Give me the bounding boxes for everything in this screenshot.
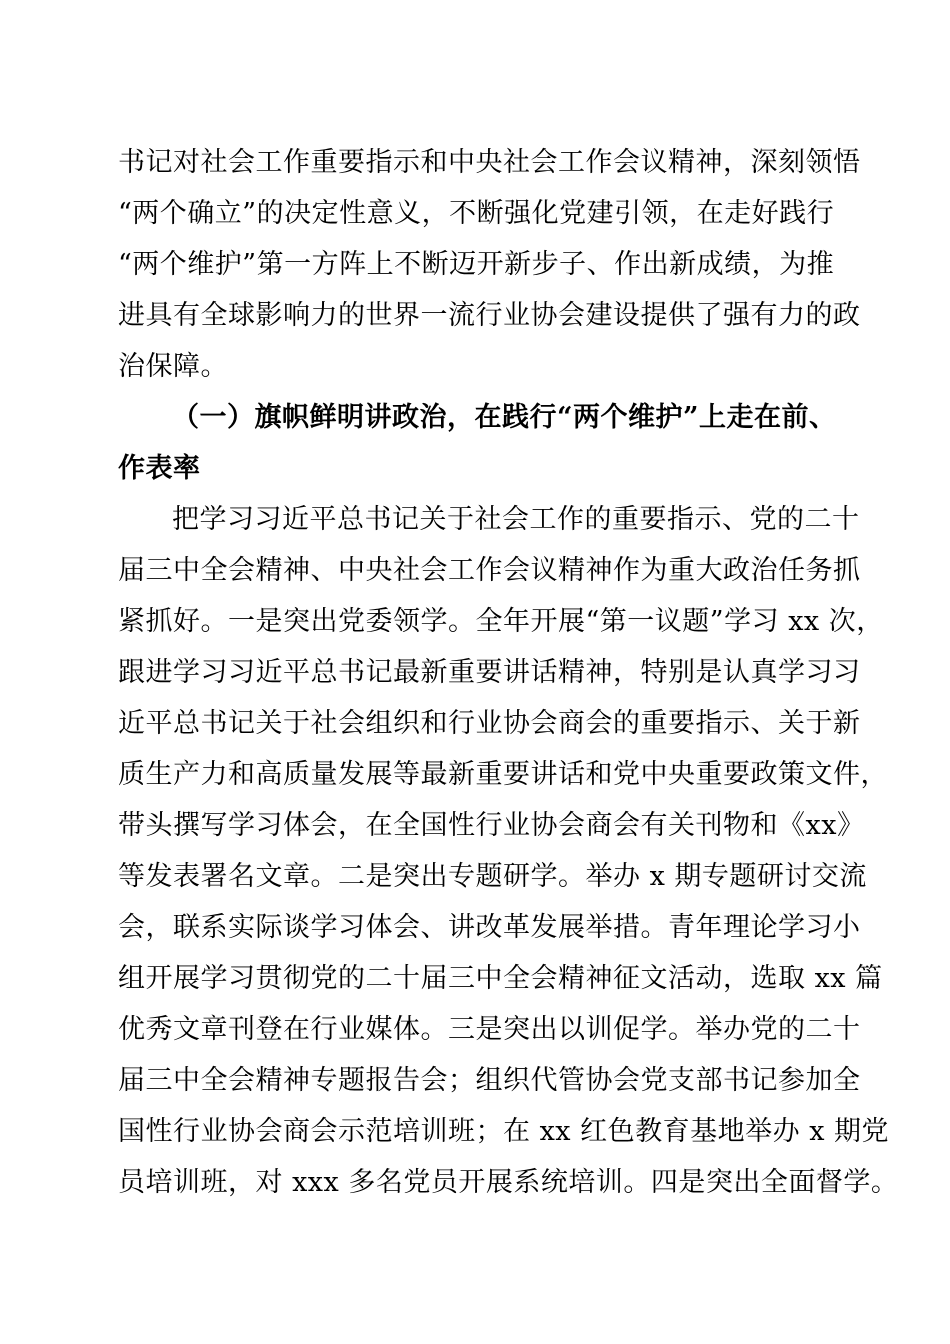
paragraph-line: 国性行业协会商会示范培训班；在 xx 红色教育基地举办 x 期党 [118,1116,890,1147]
paragraph-line: 进具有全球影响力的世界一流行业协会建设提供了强有力的政 [118,300,861,331]
paragraph-line: 等发表署名文章。二是突出专题研学。举办 x 期专题研讨交流 [118,861,867,892]
paragraph-line: 带头撰写学习体会，在全国性行业协会商会有关刊物和《xx》 [118,810,865,841]
continuation-paragraph [118,137,861,392]
paragraph-line: 紧抓好。一是突出党委领学。全年开展“第一议题”学习 xx 次， [118,606,884,637]
paragraph-line: 组开展学习贯彻党的二十届三中全会精神征文活动，选取 xx 篇 [118,963,883,994]
paragraph-line: 把学习习近平总书记关于社会工作的重要指示、党的二十 [172,504,860,535]
paragraph-line: 书记对社会工作重要指示和中央社会工作会议精神，深刻领悟 [118,147,861,178]
paragraph-line: 近平总书记关于社会组织和行业协会商会的重要指示、关于新 [118,708,861,739]
paragraph-line: 质生产力和高质量发展等最新重要讲话和党中央重要政策文件， [118,759,888,790]
section-heading [118,392,837,494]
paragraph-line: 治保障。 [118,351,228,382]
paragraph-line: 届三中全会精神、中央社会工作会议精神作为重大政治任务抓 [118,555,861,586]
paragraph-line: 届三中全会精神专题报告会；组织代管协会党支部书记参加全 [118,1065,861,1096]
paragraph-line: 跟进学习习近平总书记最新重要讲话精神，特别是认真学习习 [118,657,861,688]
paragraph-line: 会，联系实际谈学习体会、讲改革发展举措。青年理论学习小 [118,912,861,943]
body-paragraph [118,494,899,1208]
heading-line: 作表率 [118,453,201,484]
paragraph-line: 优秀文章刊登在行业媒体。三是突出以训促学。举办党的二十 [118,1014,861,1045]
heading-line: （一）旗帜鲜明讲政治，在践行“两个维护”上走在前、 [172,402,837,433]
paragraph-line: “两个维护”第一方阵上不断迈开新步子、作出新成绩，为推 [118,249,835,280]
paragraph-line: “两个确立”的决定性意义，不断强化党建引领，在走好践行 [118,198,835,229]
paragraph-line: 员培训班，对 xxx 多名党员开展系统培训。四是突出全面督学。 [118,1167,899,1198]
